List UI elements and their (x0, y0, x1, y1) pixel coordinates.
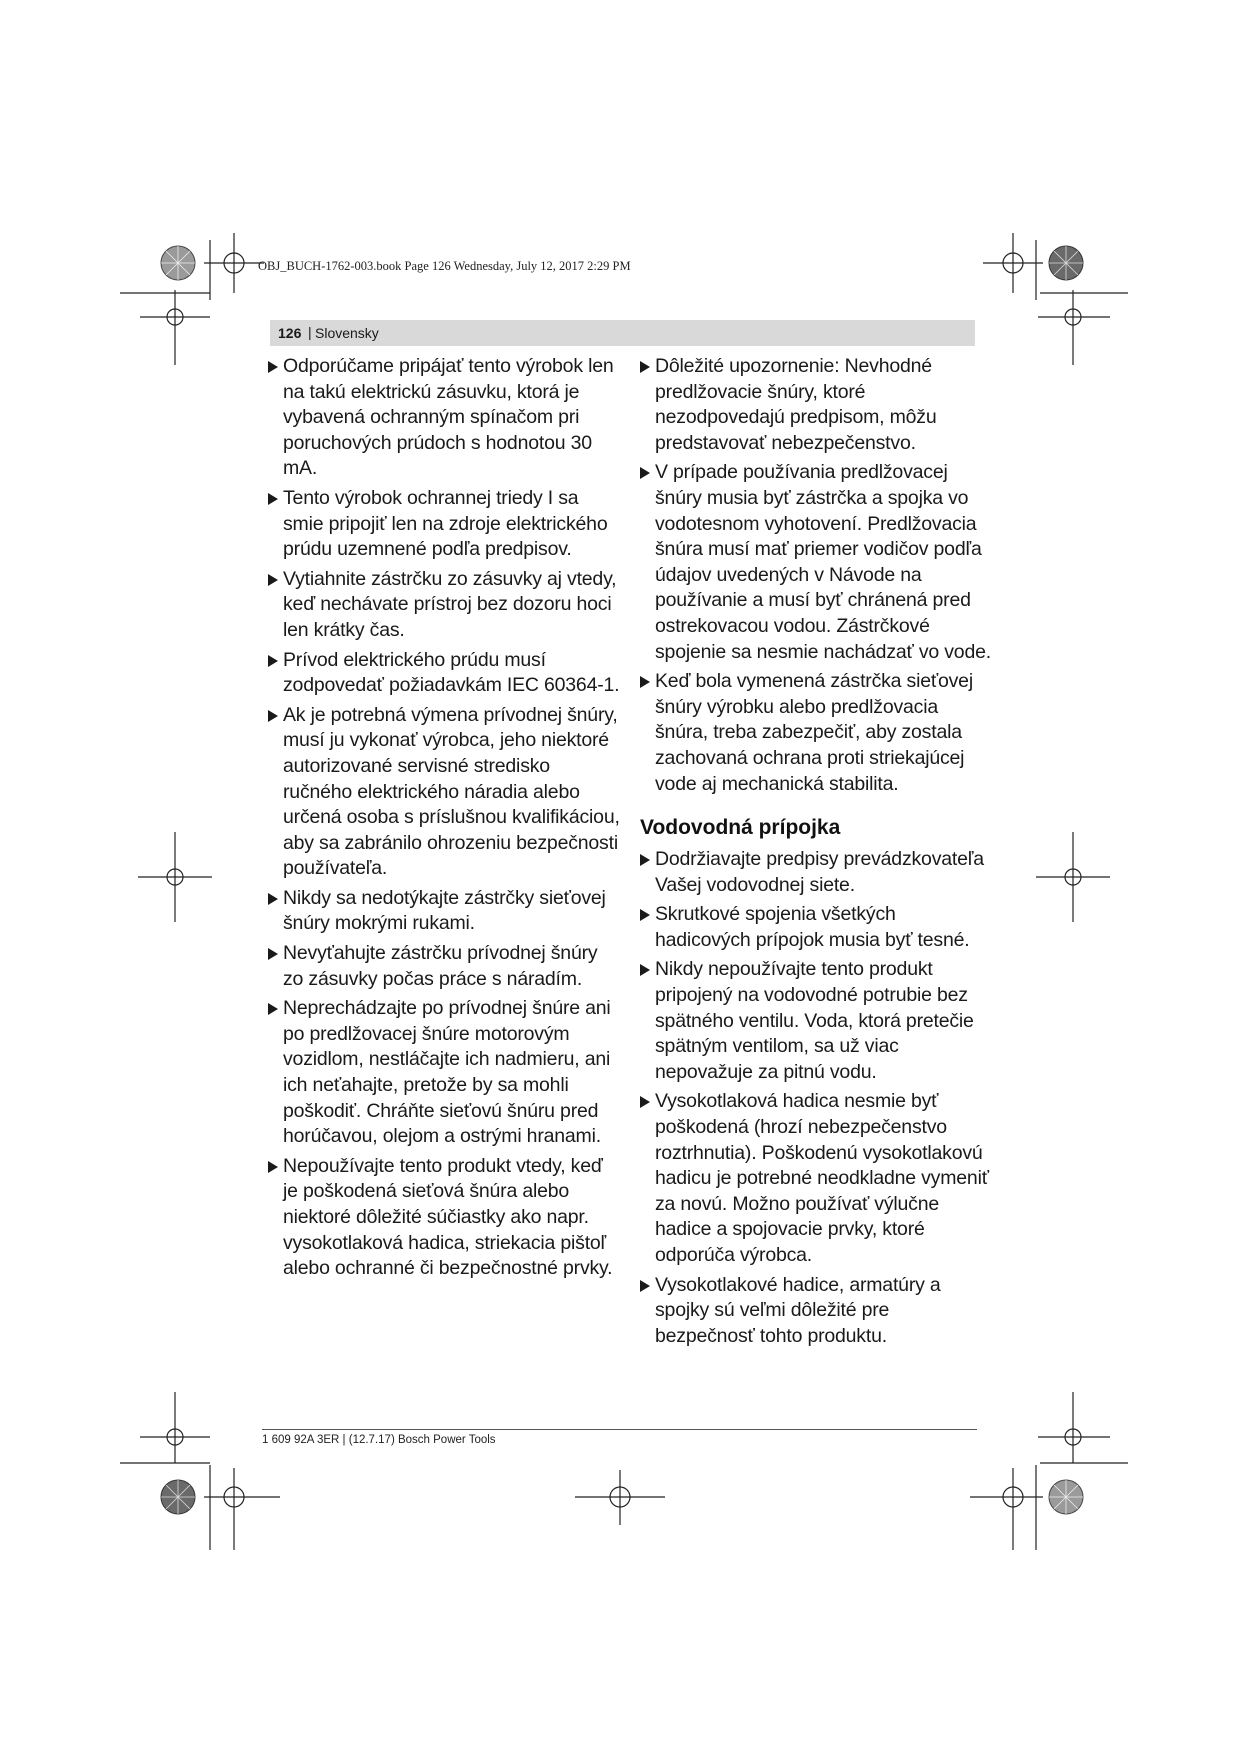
header-separator: | (308, 324, 312, 340)
item-text: Neprechádzajte po prívodnej šnúre ani po predlžovacej šnúre motorovým vozidlom, nestláčajte ich nadmieru, ani ich neťahajte, pretože by sa mohli poškodiť. Chráňte sieťovú šnúru pred horúčavou, olejom a ostrými hranami. (283, 997, 611, 1148)
page-number: 126 (278, 325, 302, 341)
item-text: Nepoužívajte tento produkt vtedy, keď je poškodená sieťová šnúra alebo niektoré dôležité súčiastky ako napr. vysokotlaková hadica, striekacia pištoľ alebo ochranné či bezpečnostné prvky. (283, 1154, 613, 1280)
item-text: Odporúčame pripájať tento výrobok len na takú elektrickú zásuvku, ktorá je vybavená ochranným spínačom pri poruchových prúdoch s hodnotou 30 mA. (283, 355, 614, 480)
item-text: Dôležité upozornenie: Nevhodné predlžovacie šnúry, ktoré nezodpovedajú predpisom, môžu predstavovať nebezpečenstvo. (655, 355, 937, 454)
item-text: V prípade používania predlžovacej šnúry musia byť zástrčka a spojka vo vodotesnom vyhotovení. Predlžovacia šnúra musí mať priemer vodičov podľa údajov uvedených v Návode na používanie a musí byť chránená pred ostrekovacou vodou. Zástrčkové spojenie sa nesmie nachádzať vo vode. (655, 461, 991, 663)
registration-target-icon (983, 233, 1043, 293)
density-wheel-icon (161, 1480, 195, 1514)
registration-target-icon (204, 233, 264, 293)
item-text: Nevyťahujte zástrčku prívodnej šnúry zo zásuvky počas práce s náradím. (283, 942, 598, 990)
registration-target-icon (1038, 1392, 1110, 1463)
item-text: Keď bola vymenená zástrčka sieťovej šnúry výrobku alebo predlžovacia šnúra, treba zabezpečiť, aby zostala zachovaná ochrana proti striekajúcej vode aj mechanická stabilita. (655, 670, 973, 795)
item-text: Prívod elektrického prúdu musí zodpovedať požiadavkám IEC 60364-1. (283, 648, 620, 697)
registration-target-icon (204, 1468, 280, 1550)
item-text: Vysokotlakové hadice, armatúry a spojky sú veľmi dôležité pre bezpečnosť tohto produktu. (655, 1273, 941, 1347)
registration-target-icon (140, 1392, 210, 1463)
item-text: Nikdy nepoužívajte tento produkt pripojený na vodovodné potrubie bez spätného ventilu. Voda, ktorá pretečie spätným ventilom, sa už viac nepovažuje za pitnú vodu. (655, 958, 974, 1083)
registration-target-icon (1038, 290, 1110, 365)
registration-target-icon (138, 832, 212, 922)
item-text: Skrutkové spojenia všetkých hadicových prípojok musia byť tesné. (655, 903, 970, 951)
item-text: Nikdy sa nedotýkajte zástrčky sieťovej šnúry mokrými rukami. (283, 886, 606, 935)
item-text: Dodržiavajte predpisy prevádzkovateľa Vašej vodovodnej siete. (655, 848, 984, 896)
language-label: Slovensky (315, 325, 379, 341)
density-wheel-icon (1049, 246, 1083, 280)
registration-target-icon (970, 1468, 1043, 1550)
file-slug-line: OBJ_BUCH-1762-003.book Page 126 Wednesday, July 12, 2017 2:29 PM (258, 259, 631, 273)
item-text: Vytiahnite zástrčku zo zásuvky aj vtedy, keď nechávate prístroj bez dozoru hoci len krátky čas. (283, 567, 617, 641)
item-text: Tento výrobok ochrannej triedy I sa smie pripojiť len na zdroje elektrického prúdu uzemnené podľa predpisov. (283, 486, 608, 561)
registration-target-icon (140, 290, 210, 365)
registration-target-icon (575, 1470, 665, 1525)
item-text: Ak je potrebná výmena prívodnej šnúry, musí ju vykonať výrobca, jeho niektoré autorizované servisné stredisko ručného elektrického náradia alebo určená osoba s príslušnou kvalifikáciou, aby sa zabránilo ohrozeniu bezpečnosti používateľa. (283, 703, 620, 880)
item-text: Vysokotlaková hadica nesmie byť poškodená (hrozí nebezpečenstvo roztrhnutia). Poškodenú vysokotlakovú hadicu je potrebné neodkladne vymeniť za novú. Možno používať výlučne hadice a spojovacie prvky, ktoré odporúča výrobca. (655, 1090, 989, 1266)
section-heading: Vodovodná prípojka (640, 816, 841, 840)
density-wheel-icon (1049, 1480, 1083, 1514)
footer-imprint: 1 609 92A 3ER | (12.7.17) Bosch Power Tools (262, 1434, 496, 1446)
registration-target-icon (1036, 832, 1110, 922)
density-wheel-icon (161, 246, 195, 280)
